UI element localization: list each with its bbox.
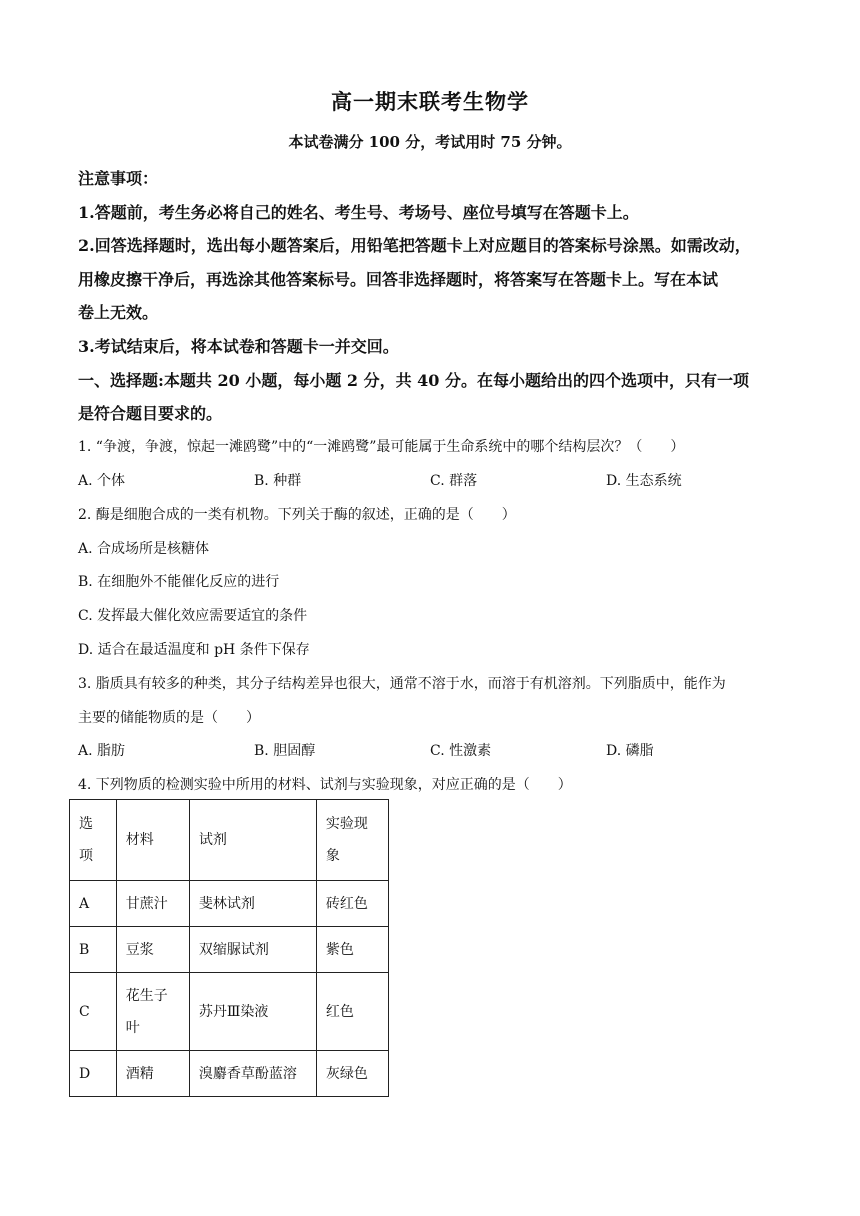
table-cell: D: [70, 1051, 117, 1097]
table-cell: 砖红色: [316, 881, 388, 927]
question-4-table: [69, 799, 389, 1097]
notice-item-2-line-1: 2.回答选择题时，选出每小题答案后，用铅笔把答题卡上对应题目的答案标号涂黑。如需改动，: [78, 236, 751, 255]
table-cell: 溴麝香草酚蓝溶: [189, 1051, 316, 1097]
table-cell: 花生子 叶: [116, 973, 189, 1051]
table-header-cell: 试剂: [189, 800, 316, 881]
table-row: [70, 1051, 389, 1097]
notice-heading: 注意事项：: [78, 169, 159, 188]
section-heading-line-2: 是符合题目要求的。: [78, 404, 223, 423]
table-cell: 紫色: [316, 927, 388, 973]
notice-item-2-line-2: 用橡皮擦干净后，再选涂其他答案标号。回答非选择题时，将答案写在答题卡上。写在本试: [78, 270, 719, 289]
question-2-option-a: A. 合成场所是核糖体: [78, 541, 210, 557]
exam-subtitle: 本试卷满分 100 分，考试用时 75 分钟。: [288, 133, 572, 151]
table-cell: 双缩脲试剂: [189, 927, 316, 973]
table-row: [70, 881, 389, 927]
table-cell: C: [70, 973, 117, 1051]
question-1-option-b: B. 种群: [254, 473, 302, 489]
table-cell: A: [70, 881, 117, 927]
table-cell: 红色: [316, 973, 388, 1051]
question-2-option-c: C. 发挥最大催化效应需要适宜的条件: [78, 608, 308, 624]
table-cell: 酒精: [116, 1051, 189, 1097]
section-heading-line-1: 一、选择题:本题共 20 小题，每小题 2 分，共 40 分。在每小题给出的四个选项中，只有一项: [78, 371, 749, 390]
question-3-option-a: A. 脂肪: [78, 743, 126, 759]
table-header-cell: 实验现 象: [316, 800, 388, 881]
notice-item-2-line-3: 卷上无效。: [78, 303, 159, 322]
table-row: [70, 973, 389, 1051]
question-1-option-a: A. 个体: [78, 473, 126, 489]
table-cell: B: [70, 927, 117, 973]
table-cell: 甘蔗汁: [116, 881, 189, 927]
notice-item-1: 1.答题前，考生务必将自己的姓名、考生号、考场号、座位号填写在答题卡上。: [78, 203, 639, 222]
table-cell: 斐林试剂: [189, 881, 316, 927]
question-1-option-c: C. 群落: [430, 473, 478, 489]
table-cell: 苏丹Ⅲ染液: [189, 973, 316, 1051]
exam-title: 高一期末联考生物学: [331, 89, 529, 114]
table-header-row: [70, 800, 389, 881]
table-header-cell: 选 项: [70, 800, 117, 881]
table-cell: 豆浆: [116, 927, 189, 973]
table-header-cell: 材料: [116, 800, 189, 881]
question-1-option-d: D. 生态系统: [606, 473, 682, 489]
question-4-stem: 4. 下列物质的检测实验中所用的材料、试剂与实验现象，对应正确的是（ ）: [78, 777, 572, 793]
table-cell: 灰绿色: [316, 1051, 388, 1097]
question-3-option-d: D. 磷脂: [606, 743, 654, 759]
question-2-option-d: D. 适合在最适温度和 pH 条件下保存: [78, 642, 310, 658]
notice-item-3: 3.考试结束后，将本试卷和答题卡一并交回。: [78, 337, 399, 356]
question-3-stem-line-2: 主要的储能物质的是（ ）: [78, 710, 260, 726]
question-3-option-b: B. 胆固醇: [254, 743, 316, 759]
question-3-stem-line-1: 3. 脂质具有较多的种类，其分子结构差异也很大，通常不溶于水，而溶于有机溶剂。下列脂质中，能作为: [78, 676, 726, 692]
question-1-stem: 1. “争渡，争渡，惊起一滩鸥鹭”中的“一滩鸥鹭”最可能属于生命系统中的哪个结构层次？（ ）: [78, 439, 685, 455]
table-row: [70, 927, 389, 973]
question-3-option-c: C. 性激素: [430, 743, 492, 759]
question-2-stem: 2. 酶是细胞合成的一类有机物。下列关于酶的叙述，正确的是（ ）: [78, 507, 516, 523]
question-2-option-b: B. 在细胞外不能催化反应的进行: [78, 574, 280, 590]
